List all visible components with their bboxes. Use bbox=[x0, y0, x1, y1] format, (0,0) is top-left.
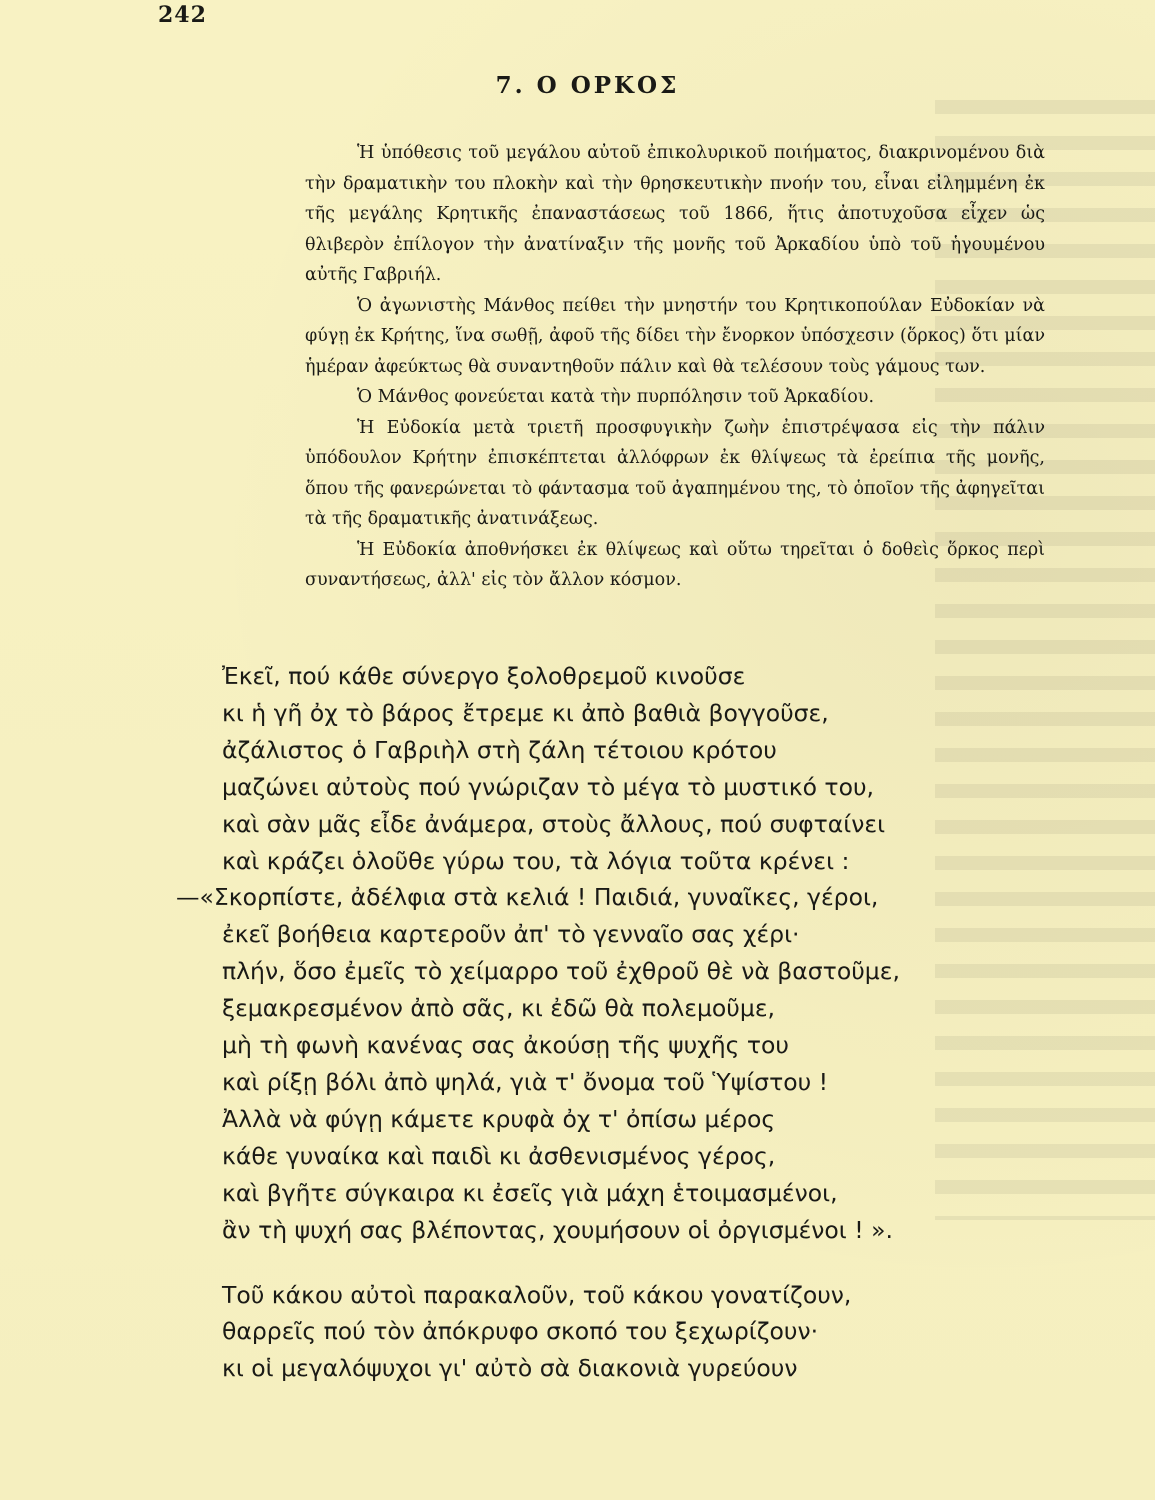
verse-line: ἀζάλιστος ὁ Γαβριὴλ στὴ ζάλη τέτοιου κρότου bbox=[222, 735, 777, 764]
verse-line: καὶ σὰν μᾶς εἶδε ἀνάμερα, στοὺς ἄλλους, πού συφταίνει bbox=[222, 809, 886, 838]
verse-line: Ἐκεῖ, πού κάθε σύνεργο ξολοθρεμοῦ κινοῦσε bbox=[222, 662, 746, 690]
verse-line-dialogue: —«Σκορπίστε, ἀδέλφια στὰ κελιά ! Παιδιά, γυναῖκες, γέροι, bbox=[176, 883, 879, 912]
intro-summary bbox=[305, 138, 1045, 596]
verse-line: καὶ ρίξῃ βόλι ἀπὸ ψηλά, γιὰ τ' ὄνομα τοῦ Ὑψίστου ! bbox=[222, 1067, 829, 1096]
verse-line: θαρρεῖς πού τὸν ἀπόκρυφο σκοπό του ξεχωρίζουν· bbox=[222, 1317, 819, 1346]
verse-line: καὶ κράζει ὁλοῦθε γύρω του, τὰ λόγια τοῦτα κρένει : bbox=[222, 846, 850, 875]
stanza bbox=[222, 1277, 1042, 1388]
intro-paragraph: Ἡ ὑπόθεσις τοῦ μεγάλου αὐτοῦ ἐπικολυρικοῦ ποιήματος, διακρινομένου διὰ τὴν δραματικὴν του πλοκὴν καὶ τὴν θρησκευτικὴν πνοήν του, εἶναι εἰλημμένη ἐκ τῆς μεγάλης Κρητικῆς ἐπαναστάσεως τοῦ 1866, ἥτις ἀποτυχοῦσα εἶχεν ὡς θλιβερὸν ἐπίλογον τὴν ἀνατίναξιν τῆς μονῆς τοῦ Ἀρκαδίου ὑπὸ τοῦ ἡγουμένου αὐτῆς Γαβριήλ. bbox=[305, 143, 1045, 285]
verse-line: Τοῦ κάκου αὐτοὶ παρακαλοῦν, τοῦ κάκου γονατίζουν, bbox=[222, 1280, 852, 1309]
verse-line: καὶ βγῆτε σύγκαιρα κι ἐσεῖς γιὰ μάχη ἑτοιμασμένοι, bbox=[222, 1178, 838, 1207]
verse-line: πλήν, ὅσο ἐμεῖς τὸ χείμαρρο τοῦ ἐχθροῦ θὲ νὰ βαστοῦμε, bbox=[222, 957, 900, 986]
verse-line: ἐκεῖ βοήθεια καρτεροῦν ἀπ' τὸ γενναῖο σας χέρι· bbox=[222, 920, 800, 949]
intro-paragraph: Ὁ ἀγωνιστὴς Μάνθος πείθει τὴν μνηστήν του Κρητικοπούλαν Εὐδοκίαν νὰ φύγῃ ἐκ Κρήτης, ἵνα σωθῇ, ἀφοῦ τῆς δίδει τὴν ἔνορκον ὑπόσχεσιν (ὅρκος) ὅτι μίαν ἡμέραν ἀφεύκτως θὰ συναντηθοῦν πάλιν καὶ θὰ τελέσουν τοὺς γάμους των. bbox=[305, 295, 1045, 377]
intro-paragraph: Ὁ Μάνθος φονεύεται κατὰ τὴν πυρπόλησιν τοῦ Ἀρκαδίου. bbox=[357, 387, 875, 407]
verse-line: μὴ τὴ φωνὴ κανένας σας ἀκούσῃ τῆς ψυχῆς του bbox=[222, 1031, 790, 1060]
verse-line: Ἀλλὰ νὰ φύγῃ κάμετε κρυφὰ ὀχ τ' ὀπίσω μέρος bbox=[222, 1104, 776, 1133]
stanza bbox=[176, 658, 1042, 1249]
verse-line: κι ἡ γῆ ὀχ τὸ βάρος ἔτρεμε κι ἀπὸ βαθιὰ βογγοῦσε, bbox=[222, 698, 829, 727]
page-number: 242 bbox=[158, 2, 207, 28]
poem-text bbox=[176, 658, 1042, 1387]
verse-line: κάθε γυναίκα καὶ παιδὶ κι ἀσθενισμένος γέρος, bbox=[222, 1141, 776, 1170]
verse-line: ξεμακρεσμένον ἀπὸ σᾶς, κι ἐδῶ θὰ πολεμοῦμε, bbox=[222, 994, 775, 1023]
stanza-break bbox=[222, 1249, 1042, 1277]
intro-paragraph: Ἡ Εὐδοκία ἀποθνήσκει ἐκ θλίψεως καὶ οὕτω τηρεῖται ὁ δοθεὶς ὅρκος περὶ συναντήσεως, ἀλλ' εἰς τὸν ἄλλον κόσμον. bbox=[305, 539, 1045, 590]
verse-line: μαζώνει αὐτοὺς πού γνώριζαν τὸ μέγα τὸ μυστικό του, bbox=[222, 772, 875, 801]
intro-paragraph: Ἡ Εὐδοκία μετὰ τριετῆ προσφυγικὴν ζωὴν ἐπιστρέψασα εἰς τὴν πάλιν ὑπόδουλον Κρήτην ἐπισκέπτεται ἀλλόφρων ἐκ θλίψεως τὰ ἐρείπια τῆς μονῆς, ὅπου τῆς φανερώνεται τὸ φάντασμα τοῦ ἀγαπημένου της, τὸ ὁποῖον τῆς ἀφηγεῖται τὰ τῆς δραματικῆς ἀνατινάξεως. bbox=[305, 417, 1045, 529]
verse-line: κι οἱ μεγαλόψυχοι γι' αὐτὸ σὰ διακονιὰ γυρεύουν bbox=[222, 1354, 798, 1383]
verse-line: ἂν τὴ ψυχή σας βλέποντας, χουμήσουν οἱ ὀργισμένοι ! ». bbox=[222, 1215, 893, 1244]
section-title: 7. Ο ΟΡΚΟΣ bbox=[495, 72, 680, 99]
